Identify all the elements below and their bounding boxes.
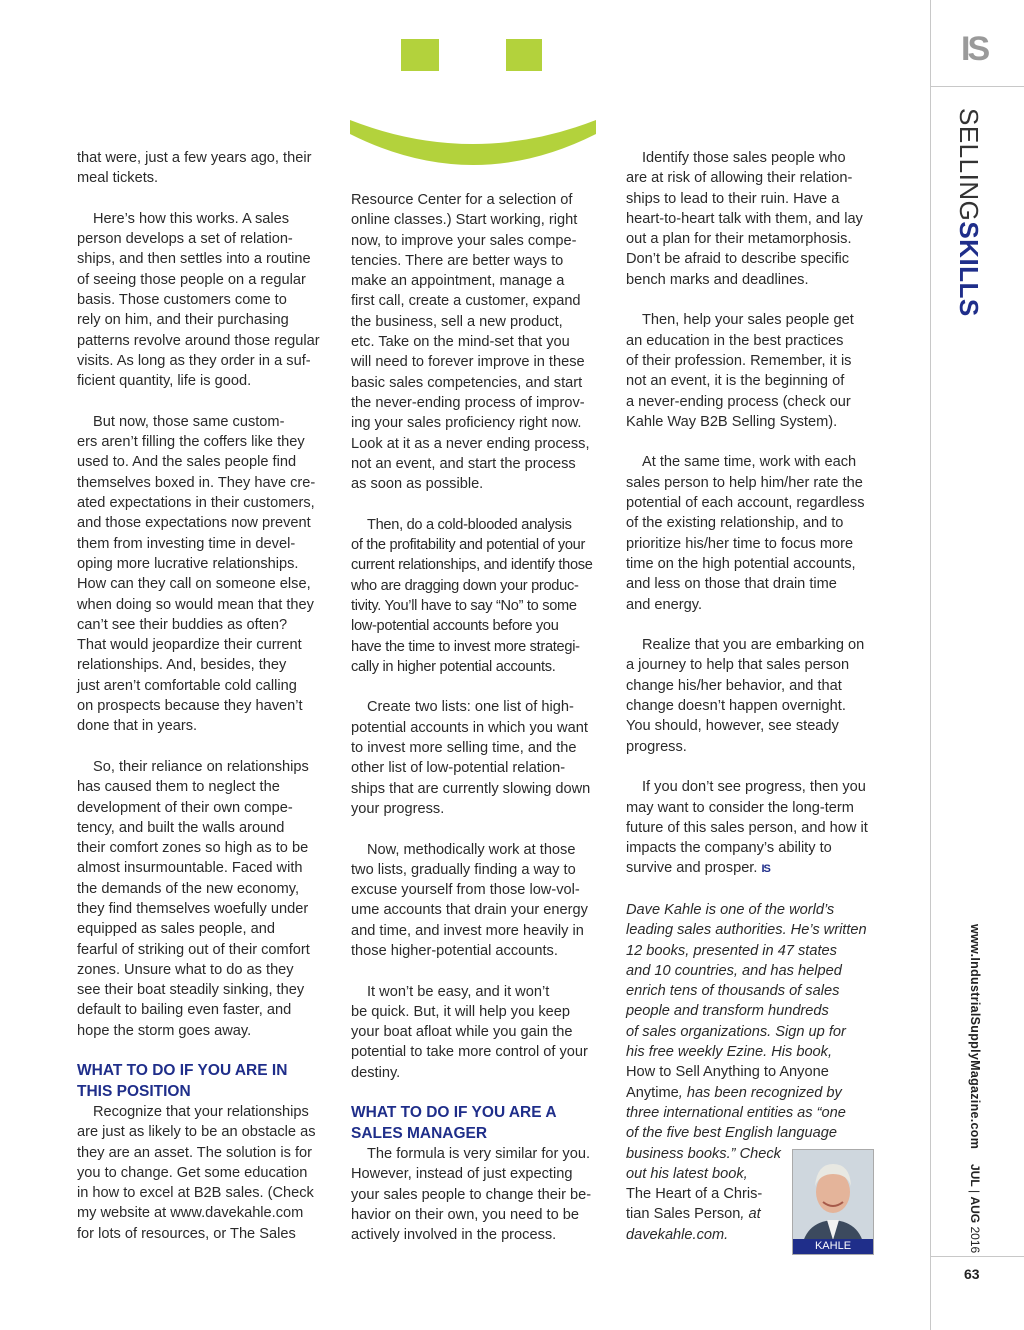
closing-paragraph-text: If you don’t see progress, then you may want to consider the long-term future of this sales person, and how it impacts the company’s ability to survive and prosper.: [626, 779, 868, 877]
paragraph: So, their reliance on relationships has caused them to neglect the development of their own compe- tency, and built the walls around their comfort zones so high as to be almost insurmountable. Faced with the demands of the new economy, they find themselves woefully under equipped as sales people, and fearful of striking out of their comfort zones. Unsure what to do as they see their boat steadily sinking, they default to bailing even faster, and hope the storm goes away.: [77, 758, 310, 1039]
magazine-logo: IS: [961, 30, 988, 68]
paragraph: Now, methodically work at those two lists, gradually finding a way to excuse yourself from those low-vol- ume accounts that drain your energy and time, and invest more heavily in those higher-potential accounts.: [351, 841, 588, 959]
paragraph: Resource Center for a selection of online classes.) Start working, right now, to improve your sales compe- tencies. There are better ways to make an appointment, manage a first call, create a customer, expand the business, sell a new product, etc. Take on the mind-set that you will need to forever improve in these basic sales competencies, and start the never-ending process of improv- ing your sales proficiency right now. Look at it as a never ending process, not an event, and start the process as soon as possible.: [351, 192, 590, 493]
rail-rule: [930, 1256, 1024, 1257]
paragraph: that were, just a few years ago, their meal tickets.: [77, 150, 312, 187]
author-photo: [792, 1149, 874, 1255]
smiley-mouth: [350, 120, 596, 165]
smiley-left-eye: [401, 39, 439, 71]
bio-book-title: How to Sell Anything to Anyone Anytime: [626, 1064, 829, 1101]
paragraph: But now, those same custom- ers aren’t filling the coffers like they used to. And the sales people find themselves boxed in. They have cre- ated expectations in their customers, and those expectations now prevent them from investing time in devel- oping more lucrative relationships. How can they call on someone else, when doing so would mean that they can’t see their buddies as often? That would jeopardize their current relationships. And, besides, they just aren’t comfortable cold calling on prospects because they haven’t done that in years.: [77, 413, 316, 735]
paragraph: Then, help your sales people get an education in the best practices of their profession. Remember, it is not an event, it is the beginning of a never-ending process (check our Kahle Way B2B Selling System).: [626, 312, 854, 430]
section-title: [953, 108, 984, 317]
photo-caption: KAHLE: [793, 1239, 873, 1254]
rail-rule: [930, 86, 1024, 87]
paragraph: It won’t be easy, and it won’t be quick. But, it will help you keep your boat afloat while you gain the potential to take more control of your destiny.: [351, 983, 588, 1081]
issue-month: JUL: [968, 1164, 982, 1187]
section-title-bold: SKILLS: [954, 221, 984, 317]
subheading-sales-manager: WHAT TO DO IF YOU ARE A SALES MANAGER: [351, 1104, 557, 1142]
paragraph: [626, 777, 876, 879]
smiley-right-eye: [506, 39, 542, 71]
paragraph: Recognize that your relationships are just as likely to be an obstacle as they are an asset. The solution is for you to change. Get some education in how to excel at B2B sales. (Check my website at www.davekahle.com for lots of resources, or The Sales: [77, 1103, 316, 1242]
paragraph: Realize that you are embarking on a journey to help that sales person change his/her behavior, and that change doesn’t happen overnight. You should, however, see steady progress.: [626, 637, 865, 755]
section-title-light: SELLING: [954, 108, 984, 222]
bio-text: , at davekahle.com.: [626, 1206, 761, 1243]
bio-text: Dave Kahle is one of the world’s leading sales authorities. He’s written 12 books, presented in 47 states and 10 countries, and has helped enrich tens of thousands of sales people and transform hundreds of sales organizations. Sign up for his free weekly Ezine. His book,: [626, 901, 867, 1061]
article-column-3: [626, 148, 876, 1265]
issue-separator: |: [968, 1186, 982, 1197]
bio-book-title: The Heart of a Chris- tian Sales Person: [626, 1186, 763, 1223]
paragraph: At the same time, work with each sales person to help him/her rate the potential of each account, regardless of the existing relationship, and to prioritize his/her time to focus more time on the high potential accounts, and less on those that drain time and energy.: [626, 454, 865, 613]
issue-month: AUG: [968, 1196, 982, 1224]
paragraph: Create two lists: one list of high- potential accounts in which you want to invest more selling time, and the other list of low-potential relation- ships that are currently slowing down your progress.: [351, 699, 591, 817]
bio-text: , has been recognized by three international entities as “one of the five best English language business books.” Check out his latest book,: [626, 1084, 846, 1182]
end-mark-is: IS: [761, 863, 770, 876]
paragraph: Identify those sales people who are at risk of allowing their relation- ships to lead to their ruin. Have a heart-to-heart talk with them, and lay out a plan for their metamorphosis. Don’t be afraid to describe specific bench marks and deadlines.: [626, 150, 863, 288]
rail-divider: [930, 0, 931, 1330]
article-column-1: [77, 148, 327, 1264]
smiley-graphic: [340, 36, 610, 176]
page-number: 63: [964, 1266, 980, 1282]
article-column-2: [351, 190, 601, 1266]
paragraph: Then, do a cold-blooded analysis of the profitability and potential of your current relationships, and identify those who are dragging down your produc- tivity. You’ll have to say “No” to some low-potential accounts before you have the time to invest more strategi- cally in higher potential accounts.: [351, 516, 593, 675]
paragraph: The formula is very similar for you. However, instead of just expecting your sales people to change their be- havior on their own, you need to be actively involved in the process.: [351, 1145, 592, 1244]
issue-year: 2016: [968, 1223, 982, 1254]
magazine-url: www.IndustrialSupplyMagazine.com: [968, 924, 982, 1150]
issue-date: [968, 1164, 982, 1253]
paragraph: Here’s how this works. A sales person develops a set of relation- ships, and then settles into a routine of seeing those people on a regular basis. Those customers come to rely on him, and their purchasing patterns revolve around those regular visits. As long as they order in a suf- ficient quantity, life is good.: [77, 210, 320, 390]
subheading-in-this-position: WHAT TO DO IF YOU ARE IN THIS POSITION: [77, 1062, 288, 1100]
